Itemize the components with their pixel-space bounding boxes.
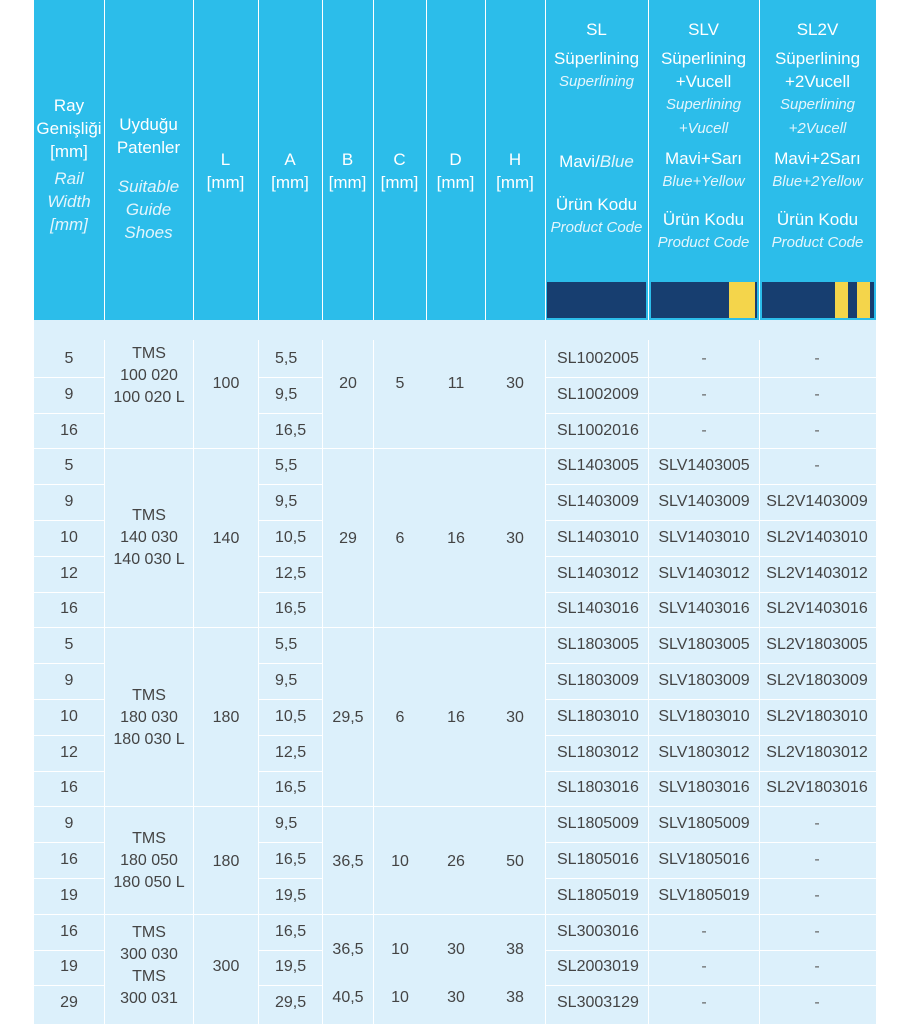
group-b: 29,5	[332, 709, 364, 726]
group-l: 180	[212, 853, 240, 870]
a-value-cell: 5,5	[275, 350, 298, 367]
a-value-cell: 19,5	[275, 958, 307, 975]
sl2v-code-cell: -	[814, 350, 820, 367]
row-divider	[545, 735, 876, 736]
sl-code-cell: SL1803016	[557, 779, 639, 796]
row-divider	[34, 592, 104, 593]
sl2v-code-cell: -	[814, 923, 820, 940]
a-value-cell: 5,5	[275, 457, 298, 474]
row-divider	[258, 699, 322, 700]
sl2v-code-cell: SL2V1403010	[766, 529, 868, 546]
row-divider	[545, 413, 876, 414]
a-value-cell: 16,5	[275, 779, 307, 796]
group-b: 40,5	[332, 989, 364, 1006]
col-header-c: C [mm]	[380, 150, 419, 192]
row-divider	[34, 556, 104, 557]
body-divider	[322, 340, 323, 1024]
group-b: 36,5	[332, 853, 364, 870]
row-divider	[258, 556, 322, 557]
a-value-cell: 9,5	[275, 815, 298, 832]
row-divider	[545, 377, 876, 378]
col-header-h: H [mm]	[496, 150, 534, 192]
row-divider	[545, 520, 876, 521]
slv-code-cell: SLV1403012	[658, 565, 750, 582]
a-value-cell: 19,5	[275, 887, 307, 904]
sl2v-code-cell: SL2V1803016	[766, 779, 868, 796]
group-c: 6	[395, 530, 405, 547]
rail-width-cell: 16	[60, 779, 78, 796]
a-value-cell: 10,5	[275, 708, 307, 725]
row-divider	[34, 448, 876, 449]
rail-width-cell: 19	[60, 887, 78, 904]
row-divider	[545, 878, 876, 879]
slv-code-cell: SLV1803009	[658, 672, 750, 689]
sl-code-cell: SL1403016	[557, 600, 639, 617]
group-l: 140	[212, 530, 240, 547]
product-table	[34, 0, 876, 1024]
sl-code-cell: SL1002009	[557, 386, 639, 403]
group-d: 26	[447, 853, 465, 870]
row-divider	[258, 985, 322, 986]
slv-code-cell: SLV1403016	[658, 600, 750, 617]
rail-width-cell: 16	[60, 923, 78, 940]
sl-code-cell: SL1803010	[557, 708, 639, 725]
group-l: 100	[212, 375, 240, 392]
group-c: 6	[395, 709, 405, 726]
rail-width-cell: 9	[64, 386, 74, 403]
row-divider	[34, 627, 876, 628]
group-d: 11	[447, 375, 465, 392]
sl2v-code-cell: -	[814, 457, 820, 474]
slv-code-cell: -	[701, 386, 707, 403]
slv-code-cell: SLV1805009	[658, 815, 750, 832]
rail-width-header: Ray Genişliği [mm] Rail Width [mm]	[36, 96, 102, 234]
row-divider	[545, 842, 876, 843]
row-divider	[34, 878, 104, 879]
sl2v-code-cell: SL2V1803009	[766, 672, 868, 689]
row-divider	[258, 842, 322, 843]
body-divider	[759, 340, 760, 1024]
row-divider	[34, 771, 104, 772]
sl2v-code-cell: SL2V1403016	[766, 600, 868, 617]
group-c: 10	[391, 941, 409, 958]
row-divider	[545, 699, 876, 700]
col-header-l: L [mm]	[206, 150, 245, 192]
row-divider	[258, 771, 322, 772]
group-d: 30	[447, 941, 465, 958]
rail-width-cell: 5	[64, 350, 74, 367]
col-header-d: D [mm]	[436, 150, 475, 192]
slv-code-cell: SLV1403009	[658, 493, 750, 510]
row-divider	[258, 592, 322, 593]
sl2v-code-cell: -	[814, 958, 820, 975]
guide-shoes-header: Uyduğu Patenler Suitable Guide Shoes	[116, 115, 181, 242]
col-header-b: B [mm]	[328, 150, 367, 192]
slv-code-cell: SLV1805019	[658, 887, 750, 904]
slv-code-cell: -	[701, 923, 707, 940]
row-divider	[545, 556, 876, 557]
row-divider	[545, 592, 876, 593]
sl2v-code-cell: -	[814, 994, 820, 1011]
body-divider	[104, 340, 105, 1024]
sl-code-cell: SL1805009	[557, 815, 639, 832]
row-divider	[34, 985, 104, 986]
group-b: 29	[339, 530, 357, 547]
sl2v-yellow-band-1	[835, 282, 848, 318]
row-divider	[34, 699, 104, 700]
row-divider	[34, 914, 876, 915]
a-value-cell: 16,5	[275, 923, 307, 940]
group-l: 180	[212, 709, 240, 726]
sl-code-cell: SL1803009	[557, 672, 639, 689]
row-divider	[34, 950, 104, 951]
a-value-cell: 16,5	[275, 851, 307, 868]
body-divider	[648, 340, 649, 1024]
sl-code-cell: SL1403005	[557, 457, 639, 474]
row-divider	[545, 985, 876, 986]
sl-code-cell: SL1403009	[557, 493, 639, 510]
sl2v-code-cell: -	[814, 851, 820, 868]
col-header-sl2v: SL2V Süperlining +2Vucell Superlining +2Vucell Mavi+2Sarı Blue+2Yellow Ürün Kodu Product Code	[771, 20, 864, 251]
a-value-cell: 9,5	[275, 493, 298, 510]
sl2v-code-cell: -	[814, 386, 820, 403]
rail-width-cell: 29	[60, 994, 78, 1011]
slv-code-cell: SLV1805016	[658, 851, 750, 868]
row-divider	[34, 735, 104, 736]
sl2v-yellow-band-2	[857, 282, 870, 318]
rail-width-cell: 12	[60, 565, 78, 582]
row-divider	[258, 484, 322, 485]
col-header-a: A [mm]	[271, 150, 309, 192]
group-h: 30	[506, 530, 524, 547]
slv-code-cell: SLV1803010	[658, 708, 750, 725]
group-d: 16	[447, 709, 465, 726]
group-h: 30	[506, 375, 524, 392]
row-divider	[258, 520, 322, 521]
slv-yellow-band	[729, 282, 755, 318]
slv-code-cell: -	[701, 994, 707, 1011]
a-value-cell: 16,5	[275, 600, 307, 617]
sl-code-cell: SL1803012	[557, 744, 639, 761]
sl-code-cell: SL1803005	[557, 636, 639, 653]
group-d: 16	[447, 530, 465, 547]
a-value-cell: 12,5	[275, 744, 307, 761]
row-divider	[258, 413, 322, 414]
a-value-cell: 10,5	[275, 529, 307, 546]
a-value-cell: 16,5	[275, 422, 307, 439]
group-h: 38	[506, 941, 524, 958]
slv-code-cell: -	[701, 958, 707, 975]
group-c: 10	[391, 989, 409, 1006]
slv-code-cell: -	[701, 422, 707, 439]
rail-width-cell: 19	[60, 958, 78, 975]
rail-width-cell: 16	[60, 422, 78, 439]
row-divider	[34, 520, 104, 521]
row-divider	[34, 663, 104, 664]
slv-code-cell: SLV1403005	[658, 457, 750, 474]
row-divider	[545, 484, 876, 485]
sl2v-code-cell: SL2V1403012	[766, 565, 868, 582]
row-divider	[34, 806, 876, 807]
row-divider	[34, 377, 104, 378]
row-divider	[34, 413, 104, 414]
sl-code-cell: SL3003129	[557, 994, 639, 1011]
row-divider	[34, 842, 104, 843]
row-divider	[545, 950, 876, 951]
sl-code-cell: SL1805019	[557, 887, 639, 904]
sl2v-code-cell: SL2V1403009	[766, 493, 868, 510]
sl-color-strip	[547, 282, 646, 318]
body-divider	[258, 340, 259, 1024]
sl-code-cell: SL1805016	[557, 851, 639, 868]
a-value-cell: 9,5	[275, 386, 298, 403]
rail-width-cell: 9	[64, 493, 74, 510]
rail-width-cell: 10	[60, 529, 78, 546]
group-d: 30	[447, 989, 465, 1006]
body-divider	[373, 340, 374, 1024]
rail-width-cell: 10	[60, 708, 78, 725]
sl2v-code-cell: SL2V1803010	[766, 708, 868, 725]
group-l: 300	[212, 958, 240, 975]
sl-code-cell: SL1403012	[557, 565, 639, 582]
group-shoes: TMS 300 030 TMS 300 031	[120, 924, 178, 1007]
group-b: 36,5	[332, 941, 364, 958]
group-shoes: TMS 180 030 180 030 L	[113, 687, 185, 748]
row-divider	[258, 377, 322, 378]
a-value-cell: 29,5	[275, 994, 307, 1011]
group-h: 50	[506, 853, 524, 870]
sl2v-code-cell: -	[814, 422, 820, 439]
row-divider	[258, 878, 322, 879]
rail-width-cell: 5	[64, 457, 74, 474]
sl-code-cell: SL1403010	[557, 529, 639, 546]
rail-width-cell: 16	[60, 600, 78, 617]
row-divider	[545, 771, 876, 772]
sl-code-cell: SL3003016	[557, 923, 639, 940]
slv-code-cell: SLV1803016	[658, 779, 750, 796]
row-divider	[258, 663, 322, 664]
rail-width-cell: 9	[64, 672, 74, 689]
slv-code-cell: SLV1403010	[658, 529, 750, 546]
group-c: 10	[391, 853, 409, 870]
sl2v-code-cell: SL2V1803012	[766, 744, 868, 761]
sl2v-code-cell: -	[814, 887, 820, 904]
slv-code-cell: -	[701, 350, 707, 367]
row-divider	[258, 950, 322, 951]
rail-width-cell: 9	[64, 815, 74, 832]
sl-code-cell: SL2003019	[557, 958, 639, 975]
a-value-cell: 9,5	[275, 672, 298, 689]
body-divider	[193, 340, 194, 1024]
row-divider	[34, 484, 104, 485]
group-shoes: TMS 140 030 140 030 L	[113, 507, 185, 568]
slv-code-cell: SLV1803012	[658, 744, 750, 761]
a-value-cell: 5,5	[275, 636, 298, 653]
group-shoes: TMS 100 020 100 020 L	[113, 345, 185, 406]
rail-width-cell: 12	[60, 744, 78, 761]
group-h: 38	[506, 989, 524, 1006]
rail-width-cell: 5	[64, 636, 74, 653]
body-divider	[545, 340, 546, 1024]
sl2v-code-cell: SL2V1803005	[766, 636, 868, 653]
row-divider	[545, 663, 876, 664]
sl-code-cell: SL1002005	[557, 350, 639, 367]
group-b: 20	[339, 375, 357, 392]
group-shoes: TMS 180 050 180 050 L	[113, 830, 185, 891]
col-header-slv: SLV Süperlining +Vucell Superlining +Vucell Mavi+Sarı Blue+Yellow Ürün Kodu Product Code	[657, 20, 750, 251]
row-divider	[258, 735, 322, 736]
sl-code-cell: SL1002016	[557, 422, 639, 439]
col-header-sl: SL Süperlining Superlining Mavi/Blue Ürün Kodu Product Code	[550, 20, 643, 236]
group-c: 5	[395, 375, 405, 392]
a-value-cell: 12,5	[275, 565, 307, 582]
group-h: 30	[506, 709, 524, 726]
slv-code-cell: SLV1803005	[658, 636, 750, 653]
sl2v-code-cell: -	[814, 815, 820, 832]
rail-width-cell: 16	[60, 851, 78, 868]
